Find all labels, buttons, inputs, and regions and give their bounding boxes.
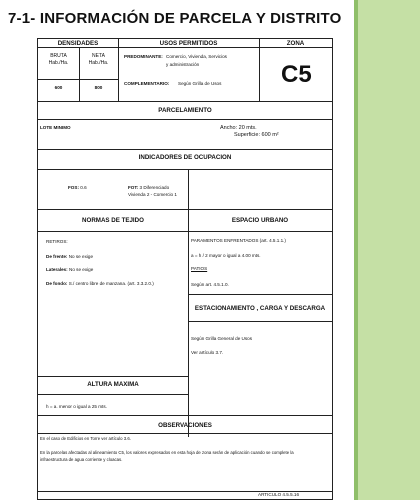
parcelamiento-header: PARCELAMIENTO xyxy=(158,107,212,114)
lote-superficie: Superficie: 600 m² xyxy=(234,132,279,138)
zona-value: C5 xyxy=(281,61,312,88)
zona-header: ZONA xyxy=(286,40,305,47)
normas-tejido-header: NORMAS DE TEJIDO xyxy=(82,217,144,224)
bruta-value: 600 xyxy=(54,85,63,90)
fondo-label: De fondo: xyxy=(46,281,68,286)
bruta-unit: Hab./Ha. xyxy=(48,60,69,66)
frente-label: De frente: xyxy=(46,254,68,259)
frente-value: No se exige xyxy=(68,254,93,259)
complementario-value: Según Grilla de Usos xyxy=(178,81,222,86)
neta-label: NETA xyxy=(92,53,105,59)
fot-label: FOT: xyxy=(128,185,139,190)
fondo-value: S./ centro libre de manzana. (art. 3.3.2.0.) xyxy=(68,281,154,286)
paramentos-label: PARAMENTOS ENFRENTADOS (art. 4.5.1.1.) xyxy=(191,238,286,243)
retiro-laterales xyxy=(46,267,93,273)
patios-label: PATIOS xyxy=(191,266,208,271)
article-footer: ARTICULO 4.5.5.16 xyxy=(258,492,300,497)
predominante-line2: y administración xyxy=(166,62,200,67)
laterales-label: Laterales: xyxy=(46,267,68,272)
zone-sheet xyxy=(37,38,333,500)
fos-label: FOS: xyxy=(68,185,79,190)
retiro-frente xyxy=(46,254,93,260)
predominante-line1: Comercio, Vivienda, Servicios xyxy=(166,54,227,59)
fot-value: 3 Diferenciado xyxy=(139,185,170,190)
usos-header: USOS PERMITIDOS xyxy=(159,40,218,47)
retiros-label: RETIROS: xyxy=(46,239,68,244)
estacionamiento-header: ESTACIONAMIENTO , CARGA Y DESCARGA xyxy=(194,305,326,312)
bruta-label: BRUTA xyxy=(50,53,67,59)
fos-value: 0.6 xyxy=(80,185,87,190)
altura-maxima-header: ALTURA MAXIMA xyxy=(87,381,139,388)
fot-detail: Vivienda 2 - Comercio 1 xyxy=(128,192,177,197)
lote-minimo-label: LOTE MINIMO xyxy=(40,125,71,130)
observaciones-line2: En la parcelas afectadas al alineamiento C5, los valores expresados en esta hoja de zona serán de aplicación cuando se complete la xyxy=(40,450,294,455)
observaciones-line3: infraestructura de agua corriente y cloacas. xyxy=(40,457,123,462)
patios-segun: Según art. 4.5.1.0. xyxy=(191,282,229,287)
indicadores-header: INDICADORES DE OCUPACION xyxy=(138,154,232,161)
estacionamiento-line2: Ver artículo 3.7. xyxy=(191,350,224,355)
green-side-strip xyxy=(354,0,420,500)
lote-ancho: Ancho: 20 mts. xyxy=(220,125,257,131)
fot-indicator xyxy=(128,185,169,191)
estacionamiento-line1: Según Grilla General de Usos xyxy=(191,336,253,341)
observaciones-header: OBSERVACIONES xyxy=(158,422,212,429)
paramentos-formula: a = h / 2 mayor o igual a 4.00 mts. xyxy=(191,253,261,258)
neta-unit: Hab./Ha. xyxy=(88,60,109,66)
fos-indicator xyxy=(68,185,87,191)
green-strip-edge xyxy=(354,0,358,500)
espacio-urbano-header: ESPACIO URBANO xyxy=(231,217,289,224)
neta-value: 800 xyxy=(94,85,103,90)
predominante-label: PREDOMINANTE: xyxy=(124,54,163,59)
observaciones-line1: En el caso de Edificios en Torre ver artículo 3.6. xyxy=(40,436,131,441)
laterales-value: No se exige xyxy=(69,267,94,272)
retiro-fondo xyxy=(46,281,154,287)
densidades-header: DENSIDADES xyxy=(57,40,99,47)
page-title: 7-1- INFORMACIÓN DE PARCELA Y DISTRITO xyxy=(8,10,342,27)
complementario-label: COMPLEMENTARIO: xyxy=(124,81,170,86)
altura-text: h = a. menor o igual a 25 mts. xyxy=(46,404,107,409)
